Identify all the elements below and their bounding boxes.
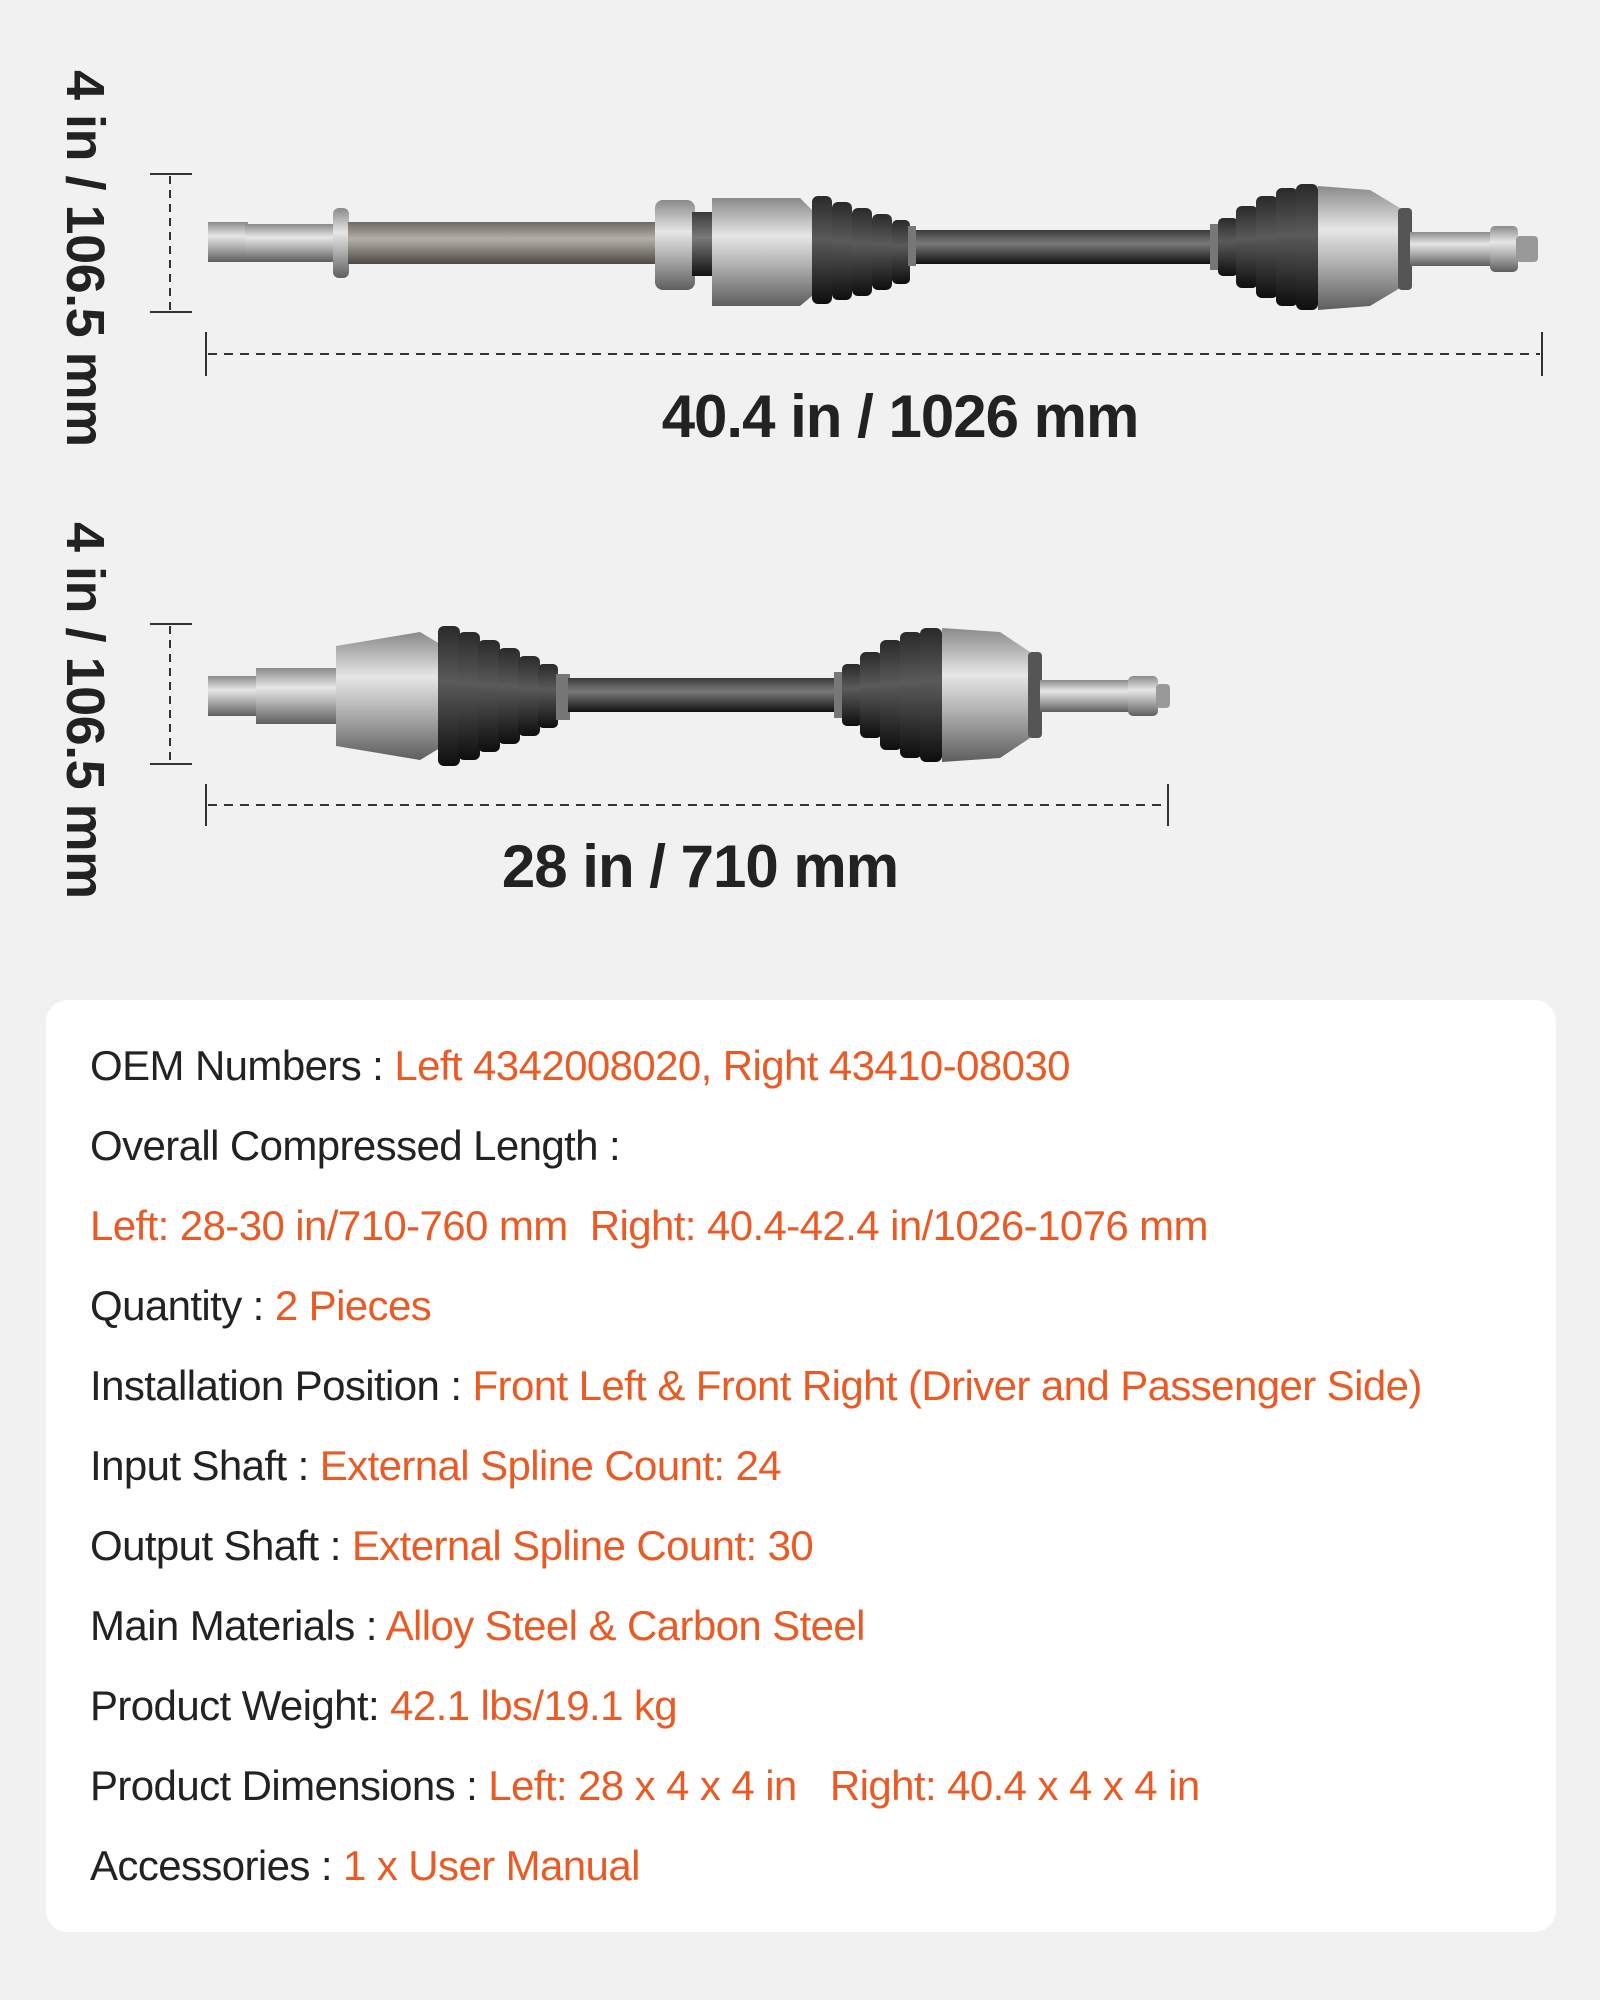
spec-product-weight	[90, 1682, 677, 1730]
spec-value: 1 x User Manual	[343, 1842, 640, 1889]
left-height-dimension	[150, 624, 192, 764]
right-axle-shaft	[208, 184, 1538, 310]
spec-value: 2 Pieces	[274, 1282, 432, 1329]
spec-quantity	[90, 1282, 431, 1330]
spec-product-dimensions	[90, 1762, 1200, 1810]
specifications-card	[46, 1000, 1556, 1932]
spec-label: Quantity :	[90, 1282, 275, 1329]
left-axle-shaft	[208, 626, 1170, 766]
spec-overall-length-value	[90, 1202, 1208, 1250]
spec-value: Left: 28 x 4 x 4 in Right: 40.4 x 4 x 4 in	[488, 1762, 1200, 1809]
spec-input-shaft	[90, 1442, 781, 1490]
spec-oem-numbers	[90, 1042, 1070, 1090]
spec-label: Product Weight:	[90, 1682, 391, 1729]
spec-installation-position	[90, 1362, 1422, 1410]
spec-label: Input Shaft :	[90, 1442, 320, 1489]
left-length-label: 28 in / 710 mm	[501, 833, 899, 900]
left-height-label: 4 in / 106.5 mm	[55, 522, 115, 899]
right-length-dimension	[206, 332, 1542, 376]
spec-value: External Spline Count: 24	[319, 1442, 782, 1489]
right-height-dimension	[150, 174, 192, 312]
cv-axle-illustration	[0, 0, 1600, 960]
spec-accessories	[90, 1842, 640, 1890]
spec-label: Installation Position :	[90, 1362, 473, 1409]
spec-value: Front Left & Front Right (Driver and Passenger Side)	[472, 1362, 1422, 1409]
spec-label: OEM Numbers :	[90, 1042, 395, 1089]
spec-label: Output Shaft :	[90, 1522, 352, 1569]
spec-value: Alloy Steel & Carbon Steel	[385, 1602, 865, 1649]
spec-overall-length	[90, 1122, 620, 1170]
left-length-dimension	[206, 784, 1168, 826]
spec-label: Accessories :	[90, 1842, 344, 1889]
spec-value: Left: 28-30 in/710-760 mm Right: 40.4-42.4 in/1026-1076 mm	[90, 1202, 1208, 1249]
dimension-diagram	[0, 0, 1600, 960]
right-length-label: 40.4 in / 1026 mm	[661, 383, 1139, 450]
spec-value: 42.1 lbs/19.1 kg	[390, 1682, 678, 1729]
right-height-label: 4 in / 106.5 mm	[55, 70, 115, 447]
spec-main-materials	[90, 1602, 865, 1650]
spec-output-shaft	[90, 1522, 813, 1570]
spec-label: Product Dimensions :	[90, 1762, 489, 1809]
spec-value: Left 4342008020, Right 43410-08030	[394, 1042, 1070, 1089]
spec-label: Overall Compressed Length :	[90, 1122, 621, 1169]
spec-value: External Spline Count: 30	[351, 1522, 814, 1569]
spec-label: Main Materials :	[90, 1602, 386, 1649]
